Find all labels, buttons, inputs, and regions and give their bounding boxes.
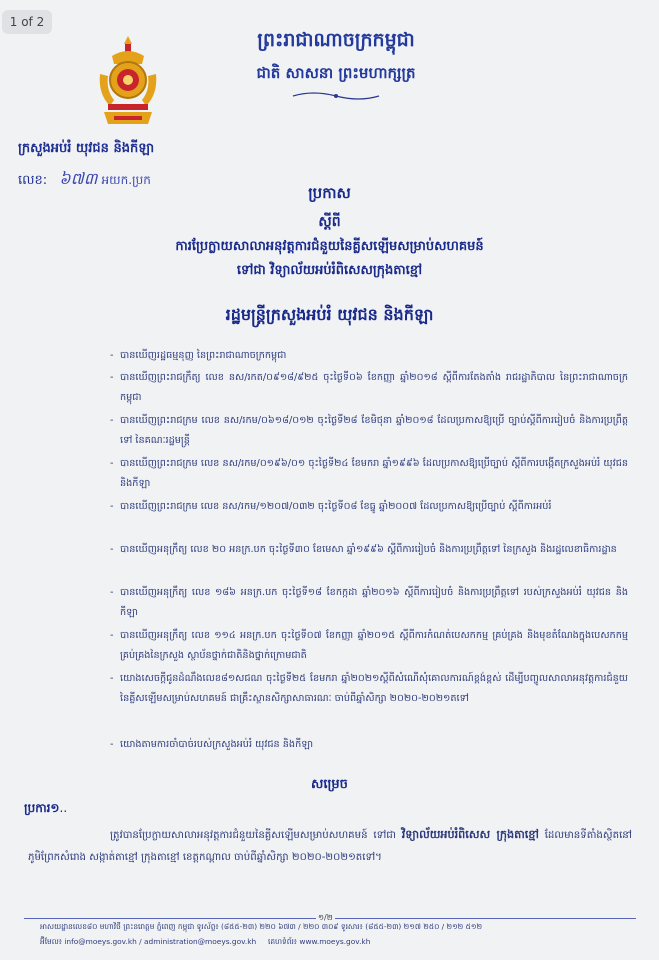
ministry-name: ក្រសួងអប់រំ យុវជន និងកីឡា (18, 141, 155, 156)
reference-value: ៦៧៣ (59, 169, 98, 188)
list-item: - យោងតាមការចាំបាច់របស់ក្រសួងអប់រំ យុវជន និងកីឡា (110, 735, 628, 757)
legal-basis-list (110, 346, 628, 757)
website-label: គេហទំព័រ៖ (267, 937, 298, 946)
footer-address: អាសយដ្ឋានលេខ៨០ មហាវិថី ព្រះនរោត្តម ភ្នំពេញ កម្ពុជា ទូរស័ព្ទ៖ (៨៥៥-២៣) ២២០ ៦៧៣ / ២២០ ៣០៩ ទូរសារ៖ (៨៥៥-២៣) ២១៧ ២៥០ / ២១២ ៥១២ (40, 922, 483, 931)
footer-contact (40, 937, 630, 948)
list-item: - យោងសេចក្តីជូនដំណឹងលេខ៨១សជណ ចុះថ្ងៃទី២៥ ខែមករា ឆ្នាំ២០២១ស្តីពីសំណើសុំគោលការណ៍ខ្ពង់ខ្ពស់ ដើម្បីបញ្ចូលសាលាអនុវត្តការជំនួយ នៃគ្លីសឡើមសម្រាប់សហគមន៍ ជាគ្រឹះស្ថានសិក្សាសាធារណៈ ចាប់ពីឆ្នាំសិក្សា ២០២០-២០២១តទៅ (110, 669, 628, 735)
issuer-title: រដ្ឋមន្ត្រីក្រសួងអប់រំ យុវជន និងកីឡា (225, 305, 434, 324)
page-indicator: 1 of 2 (2, 10, 52, 34)
footer-page-number: ១/២ (318, 913, 333, 922)
article-label (24, 800, 67, 818)
article-number: ប្រការ១ (24, 801, 60, 815)
document-type: ប្រកាស (308, 184, 351, 202)
school-name: វិទ្យាល័យអប់រំពិសេស ក្រុងតាខ្មៅ (401, 828, 539, 841)
article-dots: .. (59, 801, 68, 815)
subject-line-1: ការប្រែក្លាយសាលាអនុវត្តការជំនួយនៃគ្លីសឡើមសម្រាប់សហគមន៍ (175, 239, 484, 254)
ministry-emblem-icon (94, 34, 162, 126)
list-item: - បានឃើញព្រះរាជក្រម លេខ នស/រកម/០៦១៨/០១២ ចុះថ្ងៃទី២៨ ខែមិថុនា ឆ្នាំ២០១៨ ដែលប្រកាសឱ្យប្រើ ច្បាប់ស្តីពីការរៀបចំ និងការប្រព្រឹត្តទៅ នៃគណៈរដ្ឋមន្ត្រី (110, 411, 628, 454)
kingdom-header (236, 28, 436, 106)
reference-label: លេខ: (18, 173, 48, 188)
reference-suffix: អយក.ប្រក (101, 173, 151, 187)
document-about: ស្តីពី (318, 214, 341, 230)
decision-heading: សម្រេច (311, 777, 348, 792)
list-item: - បានឃើញរដ្ឋធម្មនុញ្ញ នៃព្រះរាជាណាចក្រកម្ពុជា (110, 346, 628, 368)
kingdom-title: ព្រះរាជាណាចក្រកម្ពុជា (257, 29, 415, 51)
list-item: - បានឃើញអនុក្រឹត្យ លេខ ២០ អនក្រ.បក ចុះថ្ងៃទី៣០ ខែមេសា ឆ្នាំ១៩៩៦ ស្តីពីការរៀបចំ និងការប្រព្រឹត្តទៅ នៃក្រសួង និងរដ្ឋលេខាធិការដ្ឋាន (110, 540, 628, 583)
article-text-2: ដែលមានទីតាំងស្ថិតនៅភូមិព្រែកសំរោង សង្កាត់តាខ្មៅ ក្រុងតាខ្មៅ ខេត្តកណ្តាល ចាប់ពីឆ្នាំសិក្សា ២០២០-២០២១តទៅ។ (28, 830, 632, 863)
list-item: - បានឃើញព្រះរាជក្រឹត្យ លេខ នស/រកត/០៩១៨/៩២៥ ចុះថ្ងៃទី០៦ ខែកញ្ញា ឆ្នាំ២០១៨ ស្តីពីការតែងតាំង រាជរដ្ឋាភិបាល នៃព្រះរាជាណាចក្រកម្ពុជា (110, 368, 628, 411)
list-item: - បានឃើញអនុក្រឹត្យ លេខ ១១៤ អនក្រ.បក ចុះថ្ងៃទី០៧ ខែកញ្ញា ឆ្នាំ២០១៥ ស្តីពីការកំណត់បេសកកម្ម គ្រប់គ្រង និងមុខតំណែងក្នុងបេសកកម្មគ្រប់គ្រងនៃក្រសួង ស្ថាប័នថ្នាក់ជាតិនិងថ្នាក់ក្រោមជាតិ (110, 626, 628, 669)
list-item: - បានឃើញអនុក្រឹត្យ លេខ ១៨៦ អនក្រ.បក ចុះថ្ងៃទី១៨ ខែកក្កដា ឆ្នាំ២០១៦ ស្តីពីការរៀបចំ និងការប្រព្រឹត្តទៅ របស់ក្រសួងអប់រំ យុវជន និងកីឡា (110, 583, 628, 626)
ornament-divider-icon (291, 90, 381, 102)
article-text-1: ត្រូវបានប្រែក្លាយសាលាអនុវត្តការជំនួយនៃគ្លីសឡើមសម្រាប់សហគមន៍ ទៅជា (110, 830, 402, 841)
national-motto: ជាតិ សាសនា ព្រះមហាក្សត្រ (256, 64, 416, 82)
article-body (28, 824, 632, 869)
email-label: អ៊ីមែល៖ (40, 937, 63, 946)
subject-line-2: ទៅជា វិទ្យាល័យអប់រំពិសេសក្រុងតាខ្មៅ (236, 263, 423, 278)
list-item: - បានឃើញព្រះរាជក្រម លេខ នស/រកម/១២០៧/០៣២ ចុះថ្ងៃទី០៨ ខែធ្នូ ឆ្នាំ២០០៧ ដែលប្រកាសឱ្យប្រើច្បាប់ ស្តីពីការអប់រំ (110, 497, 628, 540)
list-item: - បានឃើញព្រះរាជក្រម លេខ នស/រកម/០១៩៦/០១ ចុះថ្ងៃទី២៤ ខែមករា ឆ្នាំ១៩៩៦ ដែលប្រកាសឱ្យប្រើច្បាប់ ស្តីពីការបង្កើតក្រសួងអប់រំ យុវជន និងកីឡា (110, 454, 628, 497)
email-address[interactable]: info@moeys.gov.kh / administration@moeys.gov.kh (64, 937, 257, 946)
website-link[interactable]: www.moeys.gov.kh (299, 937, 371, 946)
